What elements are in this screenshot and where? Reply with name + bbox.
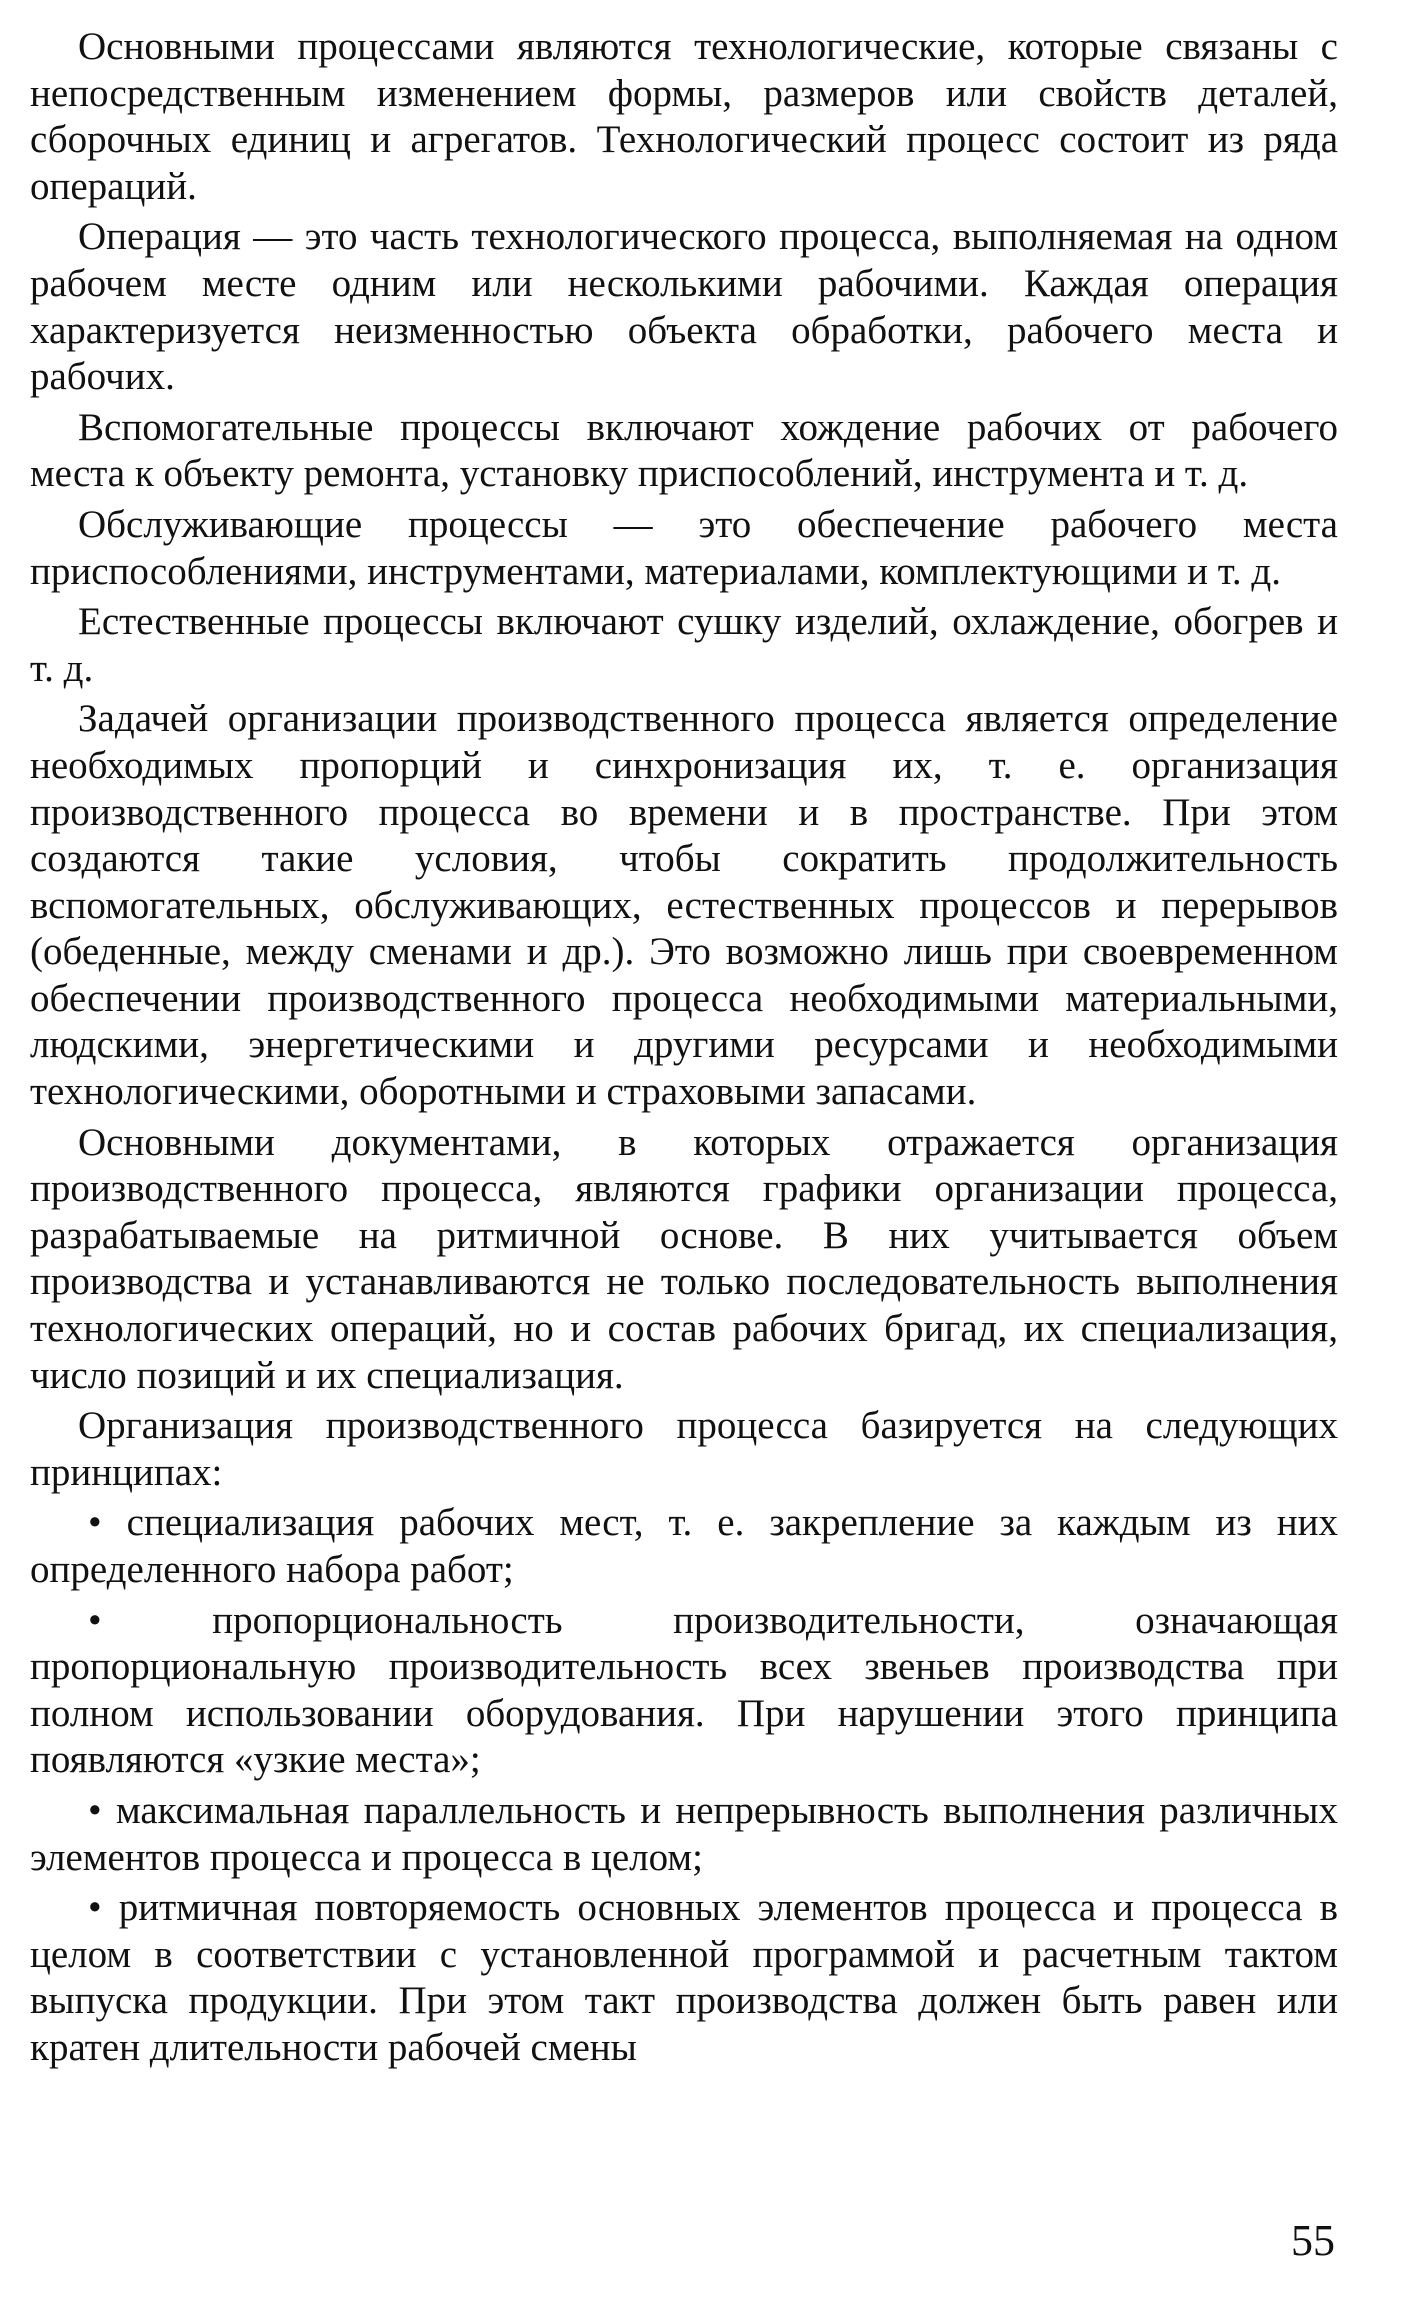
bullet-proportionality: • пропорциональность производительности, означающая пропорциональную производительность всех звеньев производства при полном использовании оборудования. При нарушении этого принципа появляются «узкие места»;	[30, 1598, 1338, 1782]
paragraph-natural-processes: Естественные процессы включают сушку изделий, охлаждение, обогрев и т. д.	[30, 600, 1338, 690]
bullet-parallelism: • максимальная параллельность и непрерывность выполнения различных элементов процесса и процесса в целом;	[30, 1788, 1338, 1879]
paragraph-main-documents: Основными документами, в которых отражается организация производственного процесса, являются графики организации процесса, разрабатываемые на ритмичной основе. В них учитывается объем производства и устанавливаются не только последовательность выполнения технологических операций, но и состав рабочих бригад, их специализация, число позиций и их специализация.	[30, 1120, 1338, 1397]
bullet-specialization: • специализация рабочих мест, т. е. закрепление за каждым из них определенного набора работ;	[30, 1501, 1338, 1591]
paragraph-operation: Операция — это часть технологического процесса, выполняемая на одном рабочем месте одним или несколькими рабочими. Каждая операция характеризуется неизменностью объекта обработки, рабочего места и рабочих.	[30, 215, 1338, 399]
page-body	[30, 24, 1338, 2076]
paragraph-main-processes: Основными процессами являются технологические, которые связаны с непосредственным изменением формы, размеров или свойств деталей, сборочных единиц и агрегатов. Технологический процесс состоит из ряда операций.	[30, 25, 1338, 208]
paragraph-organization-task: Задачей организации производственного процесса является определение необходимых пропорций и синхронизация их, т. е. организация производственного процесса во времени и в пространстве. При этом создаются такие условия, чтобы сократить продолжительность вспомогательных, обслуживающих, естественных процессов и перерывов (обеденные, между сменами и др.). Это возможно лишь при своевременном обеспечении производственного процесса необходимыми материальными, людскими, энергетическими и другими ресурсами и необходимыми технологическими, оборотными и страховыми запасами.	[30, 697, 1338, 1114]
paragraph-principles-intro: Организация производственного процесса базируется на следующих принципах:	[30, 1404, 1338, 1494]
bullet-rhythmic-repetition: • ритмичная повторяемость основных элементов процесса и процесса в целом в соответствии с установленной программой и расчетным тактом выпуска продукции. При этом такт производства должен быть равен или кратен длительности рабочей смены	[30, 1886, 1338, 2069]
page-number: 55	[1291, 2216, 1335, 2265]
paragraph-auxiliary-processes: Вспомогательные процессы включают хождение рабочих от рабочего места к объекту ремонта, установку приспособлений, инструмента и т. д.	[30, 405, 1338, 496]
paragraph-servicing-processes: Обслуживающие процессы — это обеспечение рабочего места приспособлениями, инструментами, материалами, комплектующими и т. д.	[30, 502, 1338, 593]
